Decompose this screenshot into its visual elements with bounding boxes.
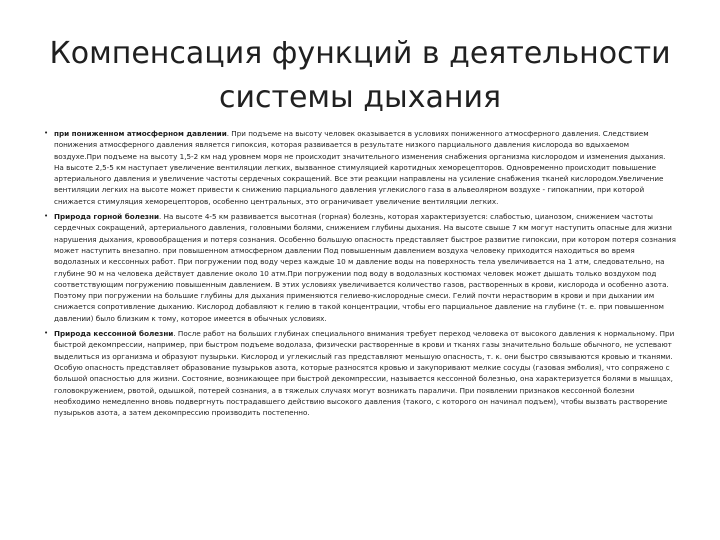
bullet-text: . При подъеме на высоту человек оказывается в условиях пониженного атмосферного давления. Следствием понижения атмосферного давления является гипоксия, которая развивается в результате низкого парциального давления кислорода во вдыхаемом воздухе.При подъеме на высоту 1,5-2 км над уровнем моря не происходит значительного изменения снабжения организма кислородом и изменения дыхания. На высоте 2,5-5 км наступает увеличение вентиляции легких, вызванное стимуляцией каротидных хеморецепторов. Одновременно происходит повышение артериального давления и увеличение частоты сердечных сокращений. Все эти реакции направлены на усиление снабжения тканей кислородом.Увеличение вентиляции легких на высоте может привести к снижению парциального давления углекислого газа в альвеолярном воздухе - гипокапнии, при которой снижается стимуляция хеморецепторов, особенно центральных, это ограничивает увеличение вентиляции легких. (54, 129, 666, 206)
bullet-heading: Природа горной болезни (54, 212, 159, 222)
bullet-text: . На высоте 4-5 км развивается высотная (горная) болезнь, которая характеризуется: слабостью, цианозом, снижением частоты сердечных сокращений, артериального давления, головными болями, снижением глубины дыхания. На высоте свыше 7 км могут наступить опасные для жизни нарушения дыхания, кровообращения и потеря сознания. Особенно большую опасность представляет быстрое развитие гипоксии, при котором потеря сознания может наступить внезапно. при повышенном атмосферном давлении Под повышенным давлением воздуха человеку приходится находиться во время водолазных и кессонных работ. При погружении под воду через каждые 10 м давление воды на поверхность тела увеличивается на 1 атм, следовательно, на глубине 90 м на человека действует давление около 10 атм.При погружении под воду в водолазных костюмах человек может дышать только воздухом под соответствующим погружению повышенным давлением. В этих условиях увеличивается количество газов, растворенных в крови, кислорода и особенно азота. Поэтому при погружении на большие глубины для дыхания применяются гелиево-кислородные смеси. Гелий почти нерастворим в крови и при дыхании им снижается сопротивление дыханию. Кислород добавляют к гелию в такой концентрации, чтобы его парциальное давление на глубине (т. е. при повышенном давлении) было близким к тому, которое имеется в обычных условиях. (54, 212, 676, 323)
bullet-heading: при пониженном атмосферном давлении (54, 129, 227, 138)
slide-title: Компенсация функций в деятельности системы дыхания (49, 36, 671, 115)
bullet-marker: • (44, 329, 49, 338)
bullet-list (44, 128, 676, 422)
bullet-marker: • (44, 212, 49, 221)
bullet-heading: Природа кессонной болезни (54, 329, 174, 339)
bullet-item-decompression-sickness (44, 328, 676, 418)
bullet-item-mountain-sickness (44, 211, 676, 324)
bullet-text: . После работ на больших глубинах специального внимания требует переход человека от высокого давления к нормальному. При быстрой декомпрессии, например, при быстром подъеме водолаза, физически растворенные в крови и тканях газы значительно больше обычного, не успевают выделиться из организма и образуют пузырьки. Кислород и углекислый газ представляют меньшую опасность, т. к. они быстро связываются кровью и тканями. Особую опасность представляет образование пузырьков азота, которые разносятся кровью и закупоривают мелкие сосуды (газовая эмболия), что сопряжено с большой опасностью для жизни. Состояние, возникающее при быстрой декомпрессии, называется кессонной болезнью, она характеризуется болями в мышцах, головокружением, рвотой, одышкой, потерей сознания, а в тяжелых случаях могут возникать параличи. При появлении признаков кессонной болезни необходимо немедленно вновь подвергнуть пострадавшего действию высокого давления (такого, с которого он начинал подъем), чтобы вызвать растворение пузырьков азота, а затем декомпрессию производить постепенно. (54, 329, 675, 418)
bullet-item-low-pressure (44, 128, 676, 207)
bullet-marker: • (44, 129, 49, 137)
